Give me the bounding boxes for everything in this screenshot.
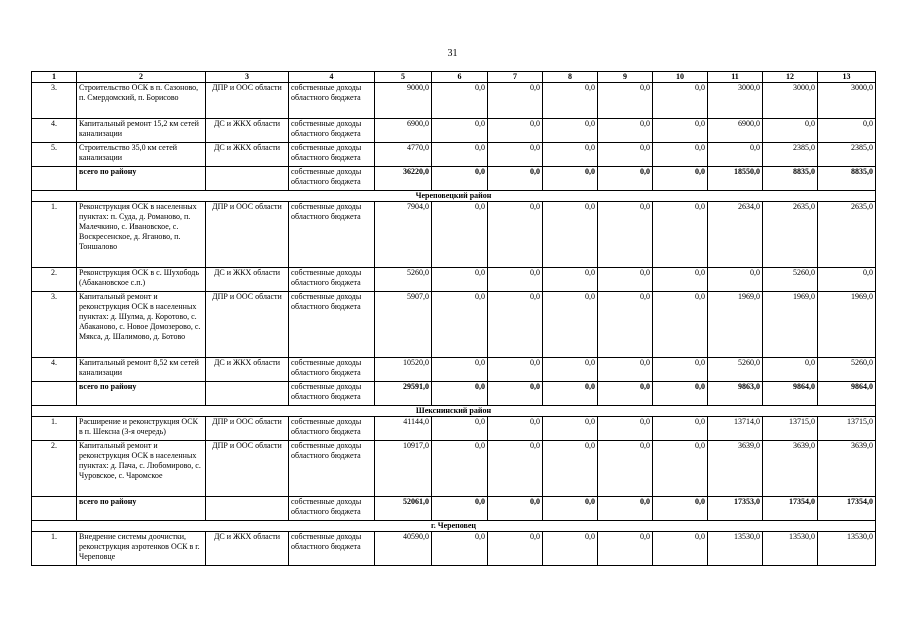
value-cell: 0,0 — [543, 119, 598, 143]
value-cell: 0,0 — [653, 119, 708, 143]
value-cell: 0,0 — [598, 268, 653, 292]
value-cell: 0,0 — [543, 417, 598, 441]
value-cell: 7904,0 — [375, 202, 432, 268]
value-cell: 0,0 — [543, 441, 598, 497]
value-cell: 9000,0 — [375, 83, 432, 119]
column-header: 13 — [818, 72, 876, 83]
table-row — [32, 532, 876, 566]
measure-name: Расширение и реконструкция ОСК в п. Шексна (3-я очередь) — [77, 417, 206, 441]
funding-source: собственные доходы областного бюджета — [289, 119, 375, 143]
value-cell: 36220,0 — [375, 167, 432, 191]
measure-name: всего по району — [77, 497, 206, 521]
budget-table — [31, 71, 876, 566]
measure-name: Капитальный ремонт и реконструкция ОСК в населенных пунктах: д. Шулма, д. Коротово, с. Абаканово, с. Новое Домозерово, с. Мякса, д. Шалимово, д. Ботово — [77, 292, 206, 358]
value-cell: 0,0 — [653, 292, 708, 358]
table-row — [32, 143, 876, 167]
value-cell: 0,0 — [488, 292, 543, 358]
value-cell: 0,0 — [598, 167, 653, 191]
value-cell: 0,0 — [432, 83, 488, 119]
value-cell: 9864,0 — [818, 382, 876, 406]
responsible: ДС и ЖКХ области — [206, 358, 289, 382]
section-title: Шекснинский район — [32, 406, 876, 417]
responsible — [206, 167, 289, 191]
row-number: 2. — [32, 441, 77, 497]
row-number: 1. — [32, 202, 77, 268]
value-cell: 0,0 — [488, 202, 543, 268]
value-cell: 13715,0 — [763, 417, 818, 441]
value-cell: 2634,0 — [708, 202, 763, 268]
section-title: г. Череповец — [32, 521, 876, 532]
value-cell: 0,0 — [598, 143, 653, 167]
value-cell: 5260,0 — [708, 358, 763, 382]
responsible: ДС и ЖКХ области — [206, 268, 289, 292]
measure-name: Капитальный ремонт и реконструкция ОСК в населенных пунктах: д. Пача, с. Любомирово, с. Чуровское, с. Чаромское — [77, 441, 206, 497]
value-cell: 0,0 — [598, 532, 653, 566]
column-header: 9 — [598, 72, 653, 83]
value-cell: 0,0 — [543, 202, 598, 268]
value-cell: 41144,0 — [375, 417, 432, 441]
value-cell: 0,0 — [818, 119, 876, 143]
value-cell: 0,0 — [598, 358, 653, 382]
funding-source: собственные доходы областного бюджета — [289, 202, 375, 268]
measure-name: Внедрение системы доочистки, реконструкция аэротенков ОСК в г. Череповце — [77, 532, 206, 566]
measure-name: Строительство ОСК в п. Сазоново, п. Смердомский, п. Борисово — [77, 83, 206, 119]
section-row — [32, 406, 876, 417]
value-cell: 0,0 — [488, 382, 543, 406]
table-row — [32, 202, 876, 268]
value-cell: 0,0 — [488, 497, 543, 521]
value-cell: 0,0 — [598, 382, 653, 406]
value-cell: 0,0 — [653, 268, 708, 292]
value-cell: 2385,0 — [763, 143, 818, 167]
section-row — [32, 191, 876, 202]
responsible: ДС и ЖКХ области — [206, 532, 289, 566]
value-cell: 0,0 — [488, 358, 543, 382]
value-cell: 0,0 — [653, 382, 708, 406]
value-cell: 0,0 — [488, 143, 543, 167]
value-cell: 2635,0 — [818, 202, 876, 268]
row-number — [32, 382, 77, 406]
value-cell: 9864,0 — [763, 382, 818, 406]
value-cell: 13714,0 — [708, 417, 763, 441]
column-header: 7 — [488, 72, 543, 83]
value-cell: 0,0 — [653, 83, 708, 119]
header-row — [32, 72, 876, 83]
value-cell: 0,0 — [598, 83, 653, 119]
value-cell: 0,0 — [432, 382, 488, 406]
measure-name: Реконструкция ОСК в населенных пунктах: п. Суда, д. Романово, п. Малечкино, с. Ивановское, с. Воскресенское, д. Яганово, п. Тоншалово — [77, 202, 206, 268]
row-number: 2. — [32, 268, 77, 292]
column-header: 5 — [375, 72, 432, 83]
value-cell: 3000,0 — [763, 83, 818, 119]
value-cell: 0,0 — [488, 119, 543, 143]
table-row — [32, 292, 876, 358]
table-row — [32, 358, 876, 382]
value-cell: 0,0 — [543, 382, 598, 406]
value-cell: 10917,0 — [375, 441, 432, 497]
table-row — [32, 417, 876, 441]
value-cell: 0,0 — [543, 497, 598, 521]
value-cell: 0,0 — [653, 358, 708, 382]
value-cell: 40590,0 — [375, 532, 432, 566]
column-header: 8 — [543, 72, 598, 83]
value-cell: 4770,0 — [375, 143, 432, 167]
value-cell: 6900,0 — [708, 119, 763, 143]
row-number: 1. — [32, 532, 77, 566]
responsible: ДПР и ООС области — [206, 83, 289, 119]
value-cell: 0,0 — [543, 83, 598, 119]
funding-source: собственные доходы областного бюджета — [289, 532, 375, 566]
value-cell: 17354,0 — [818, 497, 876, 521]
total-row — [32, 382, 876, 406]
row-number: 3. — [32, 292, 77, 358]
value-cell: 0,0 — [432, 532, 488, 566]
total-row — [32, 497, 876, 521]
column-header: 6 — [432, 72, 488, 83]
funding-source: собственные доходы областного бюджета — [289, 83, 375, 119]
value-cell: 3639,0 — [708, 441, 763, 497]
table-row — [32, 441, 876, 497]
value-cell: 0,0 — [708, 143, 763, 167]
value-cell: 0,0 — [543, 358, 598, 382]
row-number: 5. — [32, 143, 77, 167]
row-number: 4. — [32, 358, 77, 382]
measure-name: Реконструкция ОСК в с. Шухободь (Абакановское с.п.) — [77, 268, 206, 292]
funding-source: собственные доходы областного бюджета — [289, 417, 375, 441]
value-cell: 1969,0 — [763, 292, 818, 358]
value-cell: 0,0 — [432, 292, 488, 358]
value-cell: 0,0 — [653, 202, 708, 268]
value-cell: 52061,0 — [375, 497, 432, 521]
value-cell: 0,0 — [653, 167, 708, 191]
column-header: 1 — [32, 72, 77, 83]
value-cell: 0,0 — [653, 497, 708, 521]
funding-source: собственные доходы областного бюджета — [289, 292, 375, 358]
value-cell: 5907,0 — [375, 292, 432, 358]
value-cell: 0,0 — [432, 417, 488, 441]
value-cell: 13530,0 — [763, 532, 818, 566]
measure-name: Капитальный ремонт 15,2 км сетей канализации — [77, 119, 206, 143]
value-cell: 0,0 — [653, 143, 708, 167]
funding-source: собственные доходы областного бюджета — [289, 268, 375, 292]
responsible — [206, 382, 289, 406]
column-header: 11 — [708, 72, 763, 83]
value-cell: 0,0 — [488, 441, 543, 497]
value-cell: 3000,0 — [708, 83, 763, 119]
value-cell: 3639,0 — [818, 441, 876, 497]
value-cell: 0,0 — [543, 268, 598, 292]
funding-source: собственные доходы областного бюджета — [289, 167, 375, 191]
responsible — [206, 497, 289, 521]
funding-source: собственные доходы областного бюджета — [289, 358, 375, 382]
value-cell: 0,0 — [488, 532, 543, 566]
value-cell: 29591,0 — [375, 382, 432, 406]
responsible: ДС и ЖКХ области — [206, 143, 289, 167]
value-cell: 0,0 — [488, 268, 543, 292]
row-number: 3. — [32, 83, 77, 119]
column-header: 12 — [763, 72, 818, 83]
value-cell: 17354,0 — [763, 497, 818, 521]
value-cell: 0,0 — [543, 167, 598, 191]
row-number: 1. — [32, 417, 77, 441]
value-cell: 8835,0 — [818, 167, 876, 191]
value-cell: 13715,0 — [818, 417, 876, 441]
value-cell: 6900,0 — [375, 119, 432, 143]
value-cell: 0,0 — [488, 167, 543, 191]
value-cell: 0,0 — [818, 268, 876, 292]
column-header: 2 — [77, 72, 206, 83]
responsible: ДПР и ООС области — [206, 441, 289, 497]
value-cell: 0,0 — [763, 358, 818, 382]
value-cell: 18550,0 — [708, 167, 763, 191]
row-number — [32, 167, 77, 191]
value-cell: 13530,0 — [818, 532, 876, 566]
value-cell: 0,0 — [598, 202, 653, 268]
funding-source: собственные доходы областного бюджета — [289, 497, 375, 521]
value-cell: 0,0 — [543, 292, 598, 358]
value-cell: 0,0 — [432, 119, 488, 143]
value-cell: 8835,0 — [763, 167, 818, 191]
row-number — [32, 497, 77, 521]
page-number: 31 — [447, 48, 458, 59]
value-cell: 0,0 — [432, 167, 488, 191]
total-row — [32, 167, 876, 191]
column-header: 4 — [289, 72, 375, 83]
section-row — [32, 521, 876, 532]
column-header: 10 — [653, 72, 708, 83]
table-row — [32, 119, 876, 143]
responsible: ДПР и ООС области — [206, 292, 289, 358]
value-cell: 0,0 — [432, 358, 488, 382]
responsible: ДПР и ООС области — [206, 202, 289, 268]
value-cell: 0,0 — [598, 292, 653, 358]
responsible: ДС и ЖКХ области — [206, 119, 289, 143]
value-cell: 0,0 — [653, 441, 708, 497]
column-header: 3 — [206, 72, 289, 83]
value-cell: 0,0 — [488, 417, 543, 441]
value-cell: 0,0 — [708, 268, 763, 292]
value-cell: 0,0 — [432, 202, 488, 268]
funding-source: собственные доходы областного бюджета — [289, 143, 375, 167]
table-row — [32, 268, 876, 292]
value-cell: 0,0 — [763, 119, 818, 143]
value-cell: 0,0 — [598, 441, 653, 497]
row-number: 4. — [32, 119, 77, 143]
measure-name: всего по району — [77, 382, 206, 406]
value-cell: 3639,0 — [763, 441, 818, 497]
value-cell: 0,0 — [488, 83, 543, 119]
value-cell: 0,0 — [598, 119, 653, 143]
section-title: Череповецкий район — [32, 191, 876, 202]
value-cell: 1969,0 — [708, 292, 763, 358]
value-cell: 0,0 — [432, 268, 488, 292]
value-cell: 9863,0 — [708, 382, 763, 406]
value-cell: 0,0 — [653, 417, 708, 441]
value-cell: 5260,0 — [818, 358, 876, 382]
funding-source: собственные доходы областного бюджета — [289, 441, 375, 497]
value-cell: 2385,0 — [818, 143, 876, 167]
value-cell: 1969,0 — [818, 292, 876, 358]
value-cell: 10520,0 — [375, 358, 432, 382]
value-cell: 0,0 — [598, 497, 653, 521]
value-cell: 17353,0 — [708, 497, 763, 521]
value-cell: 3000,0 — [818, 83, 876, 119]
value-cell: 0,0 — [598, 417, 653, 441]
value-cell: 0,0 — [432, 143, 488, 167]
value-cell: 5260,0 — [763, 268, 818, 292]
table-row — [32, 83, 876, 119]
value-cell: 13530,0 — [708, 532, 763, 566]
value-cell: 0,0 — [653, 532, 708, 566]
measure-name: Капитальный ремонт 8,52 км сетей канализации — [77, 358, 206, 382]
value-cell: 0,0 — [432, 441, 488, 497]
responsible: ДПР и ООС области — [206, 417, 289, 441]
value-cell: 0,0 — [543, 532, 598, 566]
measure-name: всего по району — [77, 167, 206, 191]
measure-name: Строительство 35,0 км сетей канализации — [77, 143, 206, 167]
value-cell: 2635,0 — [763, 202, 818, 268]
value-cell: 5260,0 — [375, 268, 432, 292]
value-cell: 0,0 — [432, 497, 488, 521]
funding-source: собственные доходы областного бюджета — [289, 382, 375, 406]
value-cell: 0,0 — [543, 143, 598, 167]
